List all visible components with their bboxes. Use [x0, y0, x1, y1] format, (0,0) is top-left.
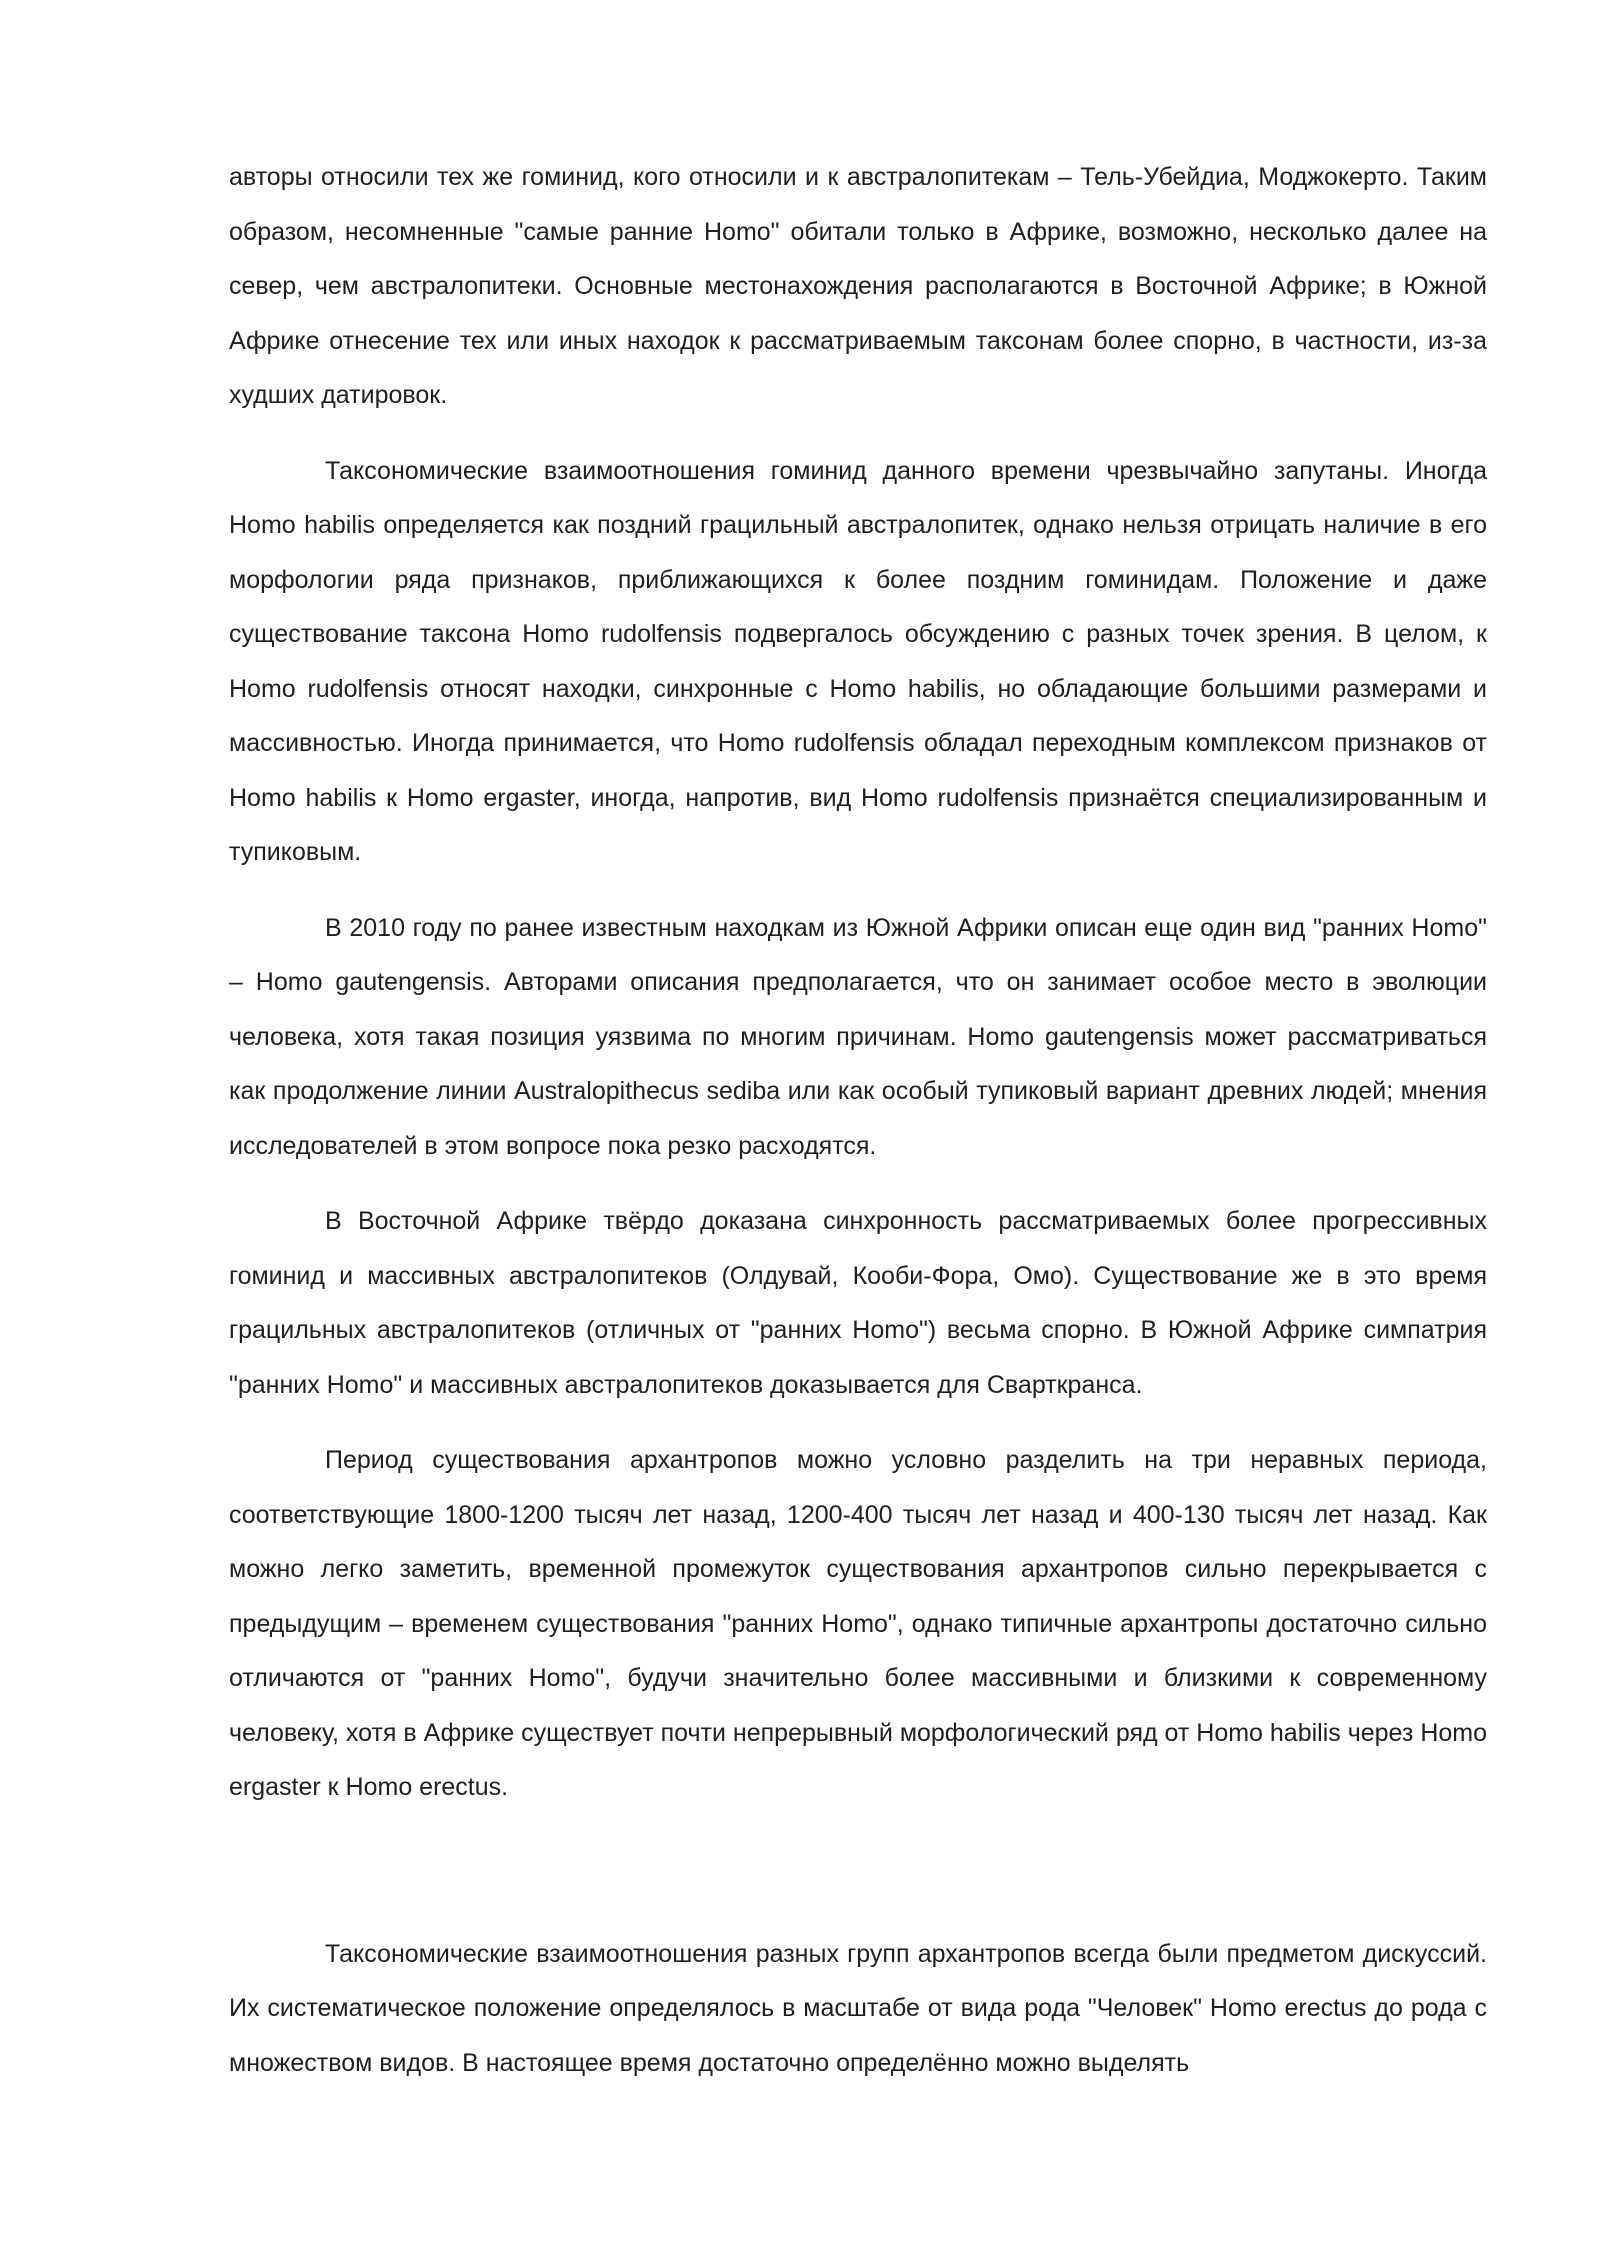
paragraph-6: Таксономические взаимоотношения разных групп архантропов всегда были предметом дискуссий. Их систематическое положение определялось в масштабе от вида рода "Человек" Homo erectus до рода с множеством видов. В настоящее время достаточно определённо можно выделять — [229, 1939, 1487, 2077]
document-body — [229, 150, 1487, 2111]
paragraph-1: авторы относили тех же гоминид, кого относили и к австралопитекам – Тель-Убейдиа, Моджокерто. Таким образом, несомненные "самые ранние Homo" обитали только в Африке, возможно, несколько далее на север, чем австралопитеки. Основные местонахождения располагаются в Восточной Африке; в Южной Африке отнесение тех или иных находок к рассматриваемым таксонам более спорно, в частности, из-за худших датировок. — [229, 163, 1487, 409]
paragraph-4: В Восточной Африке твёрдо доказана синхронность рассматриваемых более прогрессивных гоминид и массивных австралопитеков (Олдувай, Кооби-Фора, Омо). Существование же в это время грацильных австралопитеков (отличных от "ранних Homo") весьма спорно. В Южной Африке симпатрия "ранних Homo" и массивных австралопитеков доказывается для Сварткранса. — [229, 1207, 1487, 1399]
paragraph-2: Таксономические взаимоотношения гоминид данного времени чрезвычайно запутаны. Иногда Homo habilis определяется как поздний грацильный австралопитек, однако нельзя отрицать наличие в его морфологии ряда признаков, приближающихся к более поздним гоминидам. Положение и даже существование таксона Homo rudolfensis подвергалось обсуждению с разных точек зрения. В целом, к Homo rudolfensis относят находки, синхронные с Homo habilis, но обладающие большими размерами и массивностью. Иногда принимается, что Homo rudolfensis обладал переходным комплексом признаков от Homo habilis к Homo ergaster, иногда, напротив, вид Homo rudolfensis признаётся специализированным и тупиковым. — [229, 456, 1487, 866]
paragraph-3: В 2010 году по ранее известным находкам из Южной Африки описан еще один вид "ранних Homo" – Homo gautengensis. Авторами описания предполагается, что он занимает особое место в эволюции человека, хотя такая позиция уязвима по многим причинам. Homo gautengensis может рассматриваться как продолжение линии Australopithecus sediba или как особый тупиковый вариант древних людей; мнения исследователей в этом вопросе пока резко расходятся. — [229, 913, 1487, 1160]
paragraph-5: Период существования архантропов можно условно разделить на три неравных периода, соответствующие 1800-1200 тысяч лет назад, 1200-400 тысяч лет назад и 400-130 тысяч лет назад. Как можно легко заметить, временной промежуток существования архантропов сильно перекрывается с предыдущим – временем существования "ранних Homo", однако типичные архантропы достаточно сильно отличаются от "ранних Homo", будучи значительно более массивными и близкими к современному человеку, хотя в Африке существует почти непрерывный морфологический ряд от Homo habilis через Homo ergaster к Homo erectus. — [229, 1446, 1488, 1801]
